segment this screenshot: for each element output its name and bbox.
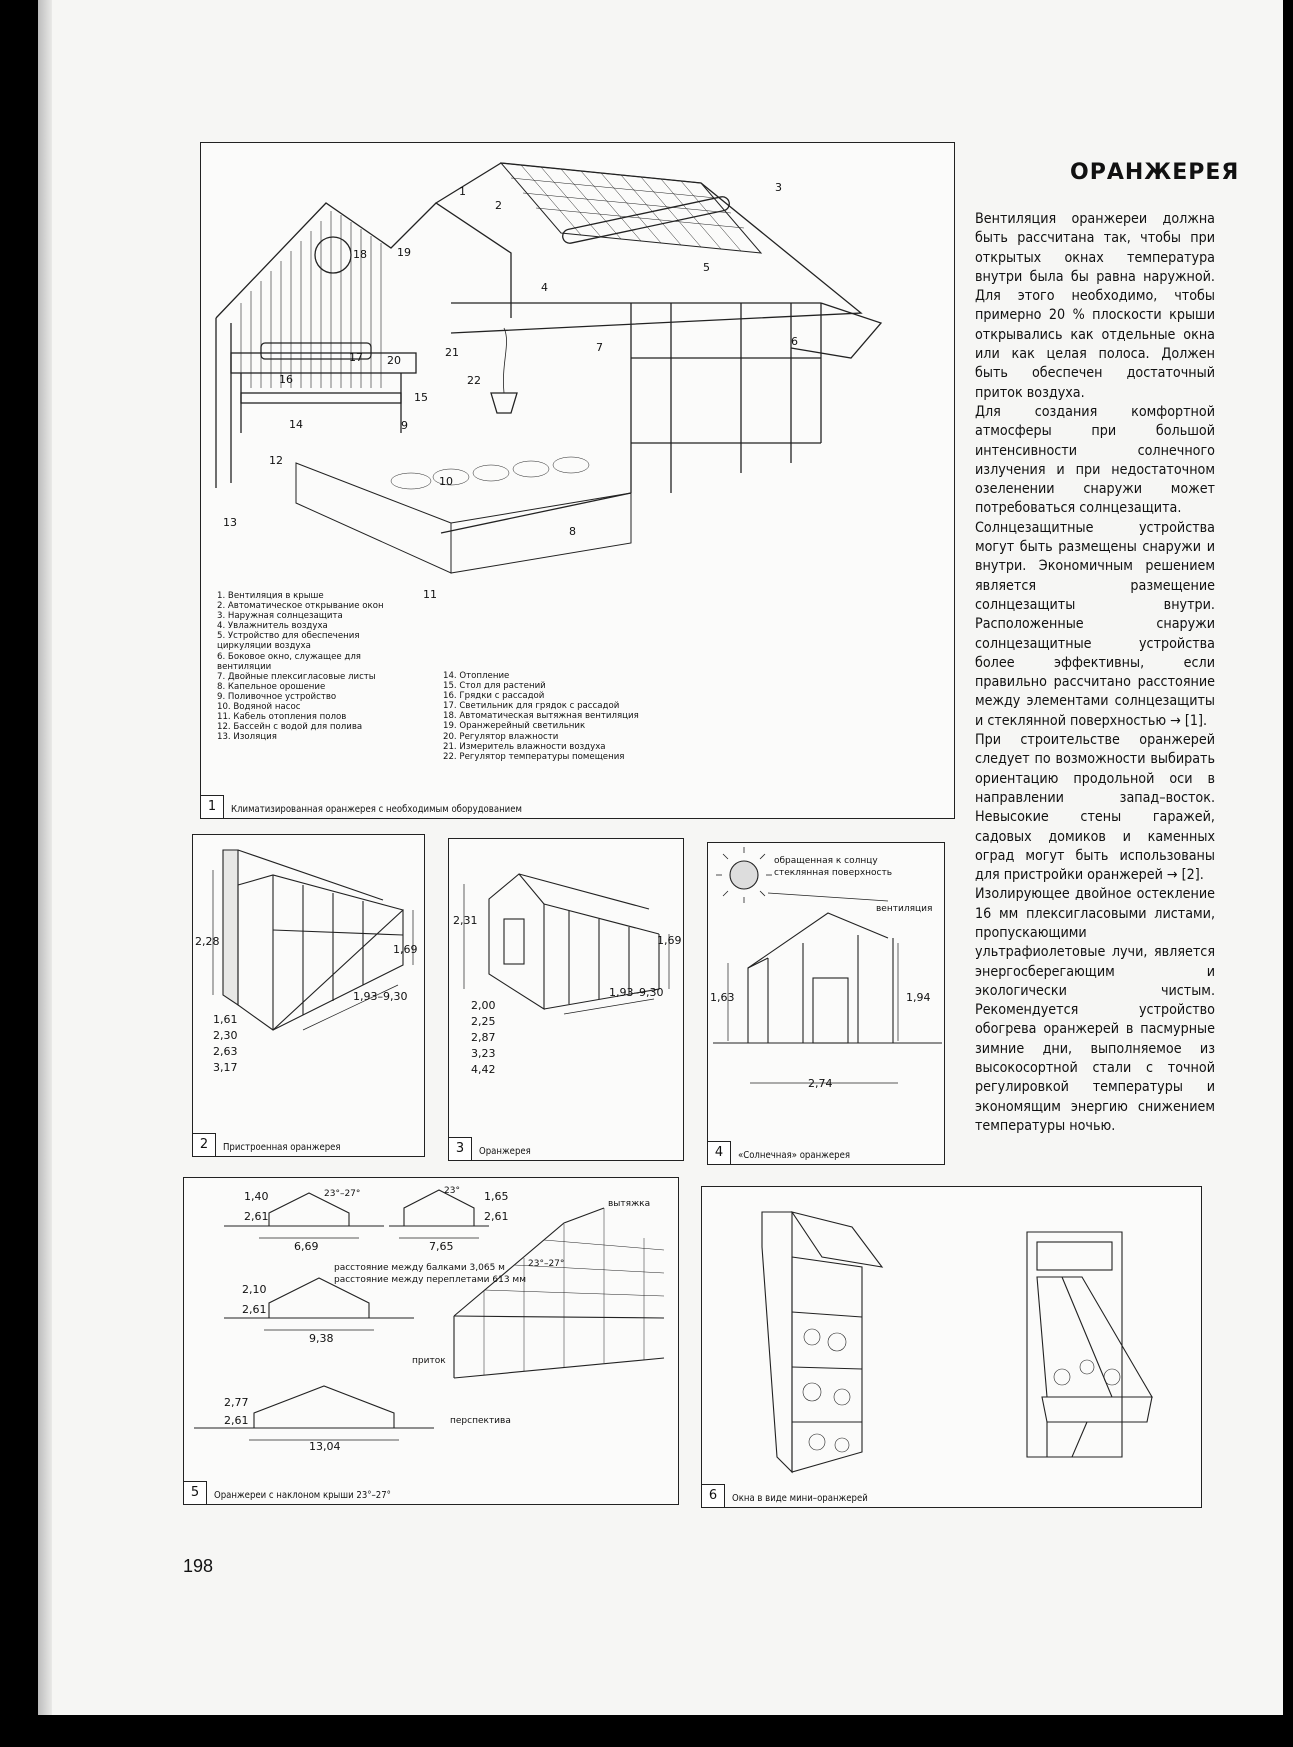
legend-item: 10. Водяной насос	[217, 702, 301, 713]
f5b-angle: 23°	[444, 1186, 460, 1196]
page-title: ОРАНЖЕРЕЯ	[1070, 160, 1240, 185]
figure-1-number: 1	[200, 795, 224, 819]
legend-item: 1. Вентиляция в крыше	[217, 591, 324, 601]
figure-2-caption: Пристроенная оранжерея	[223, 1142, 341, 1153]
body-paragraph: Солнцезащитные устройства могут быть размещены снаружи и внутри. Экономичным решением является размещение солнцезащиты внутри. Расположенные снаружи солнцезащитные устройства более эффективны, если правильно рассчитано расстояние между элементами солнцезащиты и стеклянной поверхностью → [1].	[975, 519, 1215, 729]
f1-callout-4: 4	[541, 281, 548, 294]
f5-inflow-label: приток	[412, 1356, 446, 1366]
legend-item: 5. Устройство для обеспечения	[217, 631, 360, 642]
figure-5-caption: Оранжереи с наклоном крыши 23°–27°	[214, 1490, 391, 1501]
f3-width: 2,00	[471, 999, 496, 1012]
figure-6-drawing	[702, 1187, 1201, 1507]
f5c-w: 9,38	[309, 1332, 334, 1345]
f4-dim-left: 1,63	[710, 991, 735, 1004]
figure-5-number: 5	[183, 1481, 207, 1505]
legend-item: 9. Поливочное устройство	[217, 691, 337, 702]
f1-legend-right	[443, 671, 639, 762]
f1-callout-15: 15	[414, 391, 428, 404]
f5-perspective-label: перспектива	[450, 1416, 511, 1426]
f1-callout-22: 22	[467, 374, 481, 387]
legend-item: 4. Увлажнитель воздуха	[217, 621, 328, 632]
f5c-h2: 2,61	[242, 1303, 267, 1316]
f5c-h1: 2,10	[242, 1283, 267, 1296]
figure-2	[192, 834, 425, 1157]
legend-item: 22. Регулятор температуры помещения	[443, 751, 625, 762]
f2-dim-length: 1,93–9,30	[353, 990, 408, 1003]
f1-callout-6: 6	[791, 335, 798, 348]
page-number: 198	[183, 1556, 214, 1576]
body-paragraph: При строительстве оранжерей следует по возможности выбирать ориентацию продольной оси в направлении запад–восток. Невысокие стены гаражей, садовых домиков и каменных оград могут быть использованы для пристройки оранжерей → [2].	[975, 732, 1215, 884]
f1-callout-5: 5	[703, 261, 710, 274]
legend-item: циркуляции воздуха	[217, 641, 311, 652]
legend-item: 7. Двойные плексигласовые листы	[217, 671, 376, 682]
f1-callout-2: 2	[495, 199, 502, 212]
f4-sun-label-2: стеклянная поверхность	[774, 868, 893, 878]
f1-callout-13: 13	[223, 516, 237, 529]
f4-dim-width: 2,74	[808, 1077, 833, 1090]
f5b-h2: 2,61	[484, 1210, 509, 1223]
f3-dim-height: 2,31	[453, 914, 478, 927]
figure-6-caption: Окна в виде мини–оранжерей	[732, 1493, 868, 1504]
f5d-h2: 2,61	[224, 1414, 249, 1427]
f5b-h1: 1,65	[484, 1190, 509, 1203]
f1-callout-14: 14	[289, 418, 303, 431]
f1-callout-17: 17	[349, 351, 363, 364]
legend-item: 12. Бассейн с водой для полива	[217, 722, 363, 733]
f5a-h2: 2,61	[244, 1210, 269, 1223]
legend-item: 18. Автоматическая вытяжная вентиляция	[443, 711, 639, 722]
f5a-h1: 1,40	[244, 1190, 269, 1203]
legend-item: вентиляции	[217, 661, 272, 672]
f1-callout-18: 18	[353, 248, 367, 261]
legend-item: 6. Боковое окно, служащее для	[217, 651, 361, 662]
f1-callout-8: 8	[569, 525, 576, 538]
f1-callout-19: 19	[397, 246, 411, 259]
figure-5	[183, 1177, 679, 1505]
legend-item: 15. Стол для растений	[443, 681, 546, 692]
f3-dim-length: 1,93–9,30	[609, 986, 664, 999]
f5a-angle: 23°–27°	[324, 1189, 361, 1199]
f2-width: 1,61	[213, 1013, 238, 1026]
f1-legend-left	[217, 591, 384, 742]
legend-item: 3. Наружная солнцезащита	[217, 611, 343, 622]
legend-item: 16. Грядки с рассадой	[443, 691, 545, 702]
sun-icon	[730, 861, 758, 889]
body-paragraph: Для создания комфортной атмосферы при большой интенсивности солнечного излучения и при недостаточном озеленении снаружи может потребоваться солнцезащита.	[975, 403, 1215, 517]
f3-width: 2,87	[471, 1031, 496, 1044]
f4-sun-label-1: обращенная к солнцу	[774, 856, 878, 866]
f5d-h1: 2,77	[224, 1396, 249, 1409]
f2-width: 2,63	[213, 1045, 238, 1058]
figure-3-drawing	[449, 839, 683, 1160]
legend-item: 20. Регулятор влажности	[443, 731, 559, 742]
figure-3	[448, 838, 684, 1161]
f5a-w: 6,69	[294, 1240, 319, 1253]
f2-width: 2,30	[213, 1029, 238, 1042]
f3-width: 4,42	[471, 1063, 496, 1076]
f3-width: 2,25	[471, 1015, 496, 1028]
f1-callout-1: 1	[459, 185, 466, 198]
figure-3-caption: Оранжерея	[479, 1146, 531, 1157]
f1-callout-21: 21	[445, 346, 459, 359]
figure-5-drawing	[184, 1178, 678, 1504]
legend-item: 2. Автоматическое открывание окон	[217, 601, 384, 612]
f2-width: 3,17	[213, 1061, 238, 1074]
figure-2-number: 2	[192, 1133, 216, 1157]
legend-item: 13. Изоляция	[217, 732, 277, 743]
figure-1-caption: Климатизированная оранжерея с необходимым оборудованием	[231, 804, 522, 815]
f1-callout-7: 7	[596, 341, 603, 354]
legend-item: 19. Оранжерейный светильник	[443, 721, 586, 732]
figure-6	[701, 1186, 1202, 1508]
figure-4	[707, 842, 945, 1165]
legend-item: 8. Капельное орошение	[217, 681, 326, 692]
figure-4-number: 4	[707, 1141, 731, 1165]
f3-dim-side: 1,69	[657, 934, 682, 947]
page-gutter	[38, 0, 52, 1715]
legend-item: 17. Светильник для грядок с рассадой	[443, 701, 620, 712]
legend-item: 21. Измеритель влажности воздуха	[443, 741, 606, 752]
legend-item: 14. Отопление	[443, 671, 510, 681]
f1-callout-20: 20	[387, 354, 401, 367]
body-text	[975, 210, 1215, 1136]
f1-callout-3: 3	[775, 181, 782, 194]
figure-4-drawing	[708, 843, 944, 1164]
f1-callout-10: 10	[439, 475, 453, 488]
f1-callout-9: 9	[401, 419, 408, 432]
figure-1	[200, 142, 955, 819]
f4-vent-label: вентиляция	[876, 904, 933, 914]
figure-3-number: 3	[448, 1137, 472, 1161]
figure-4-caption: «Солнечная» оранжерея	[738, 1150, 850, 1161]
f1-callout-16: 16	[279, 373, 293, 386]
f5-note-beams: расстояние между балками 3,065 м	[334, 1263, 505, 1273]
figure-2-drawing	[193, 835, 424, 1156]
figure-6-number: 6	[701, 1484, 725, 1508]
f5d-w: 13,04	[309, 1440, 341, 1453]
body-paragraph: Вентиляция оранжереи должна быть рассчитана так, чтобы при открытых окнах температура внутри была бы равна наружной. Для этого необходимо, чтобы примерно 20 % плоскости крыши открывались как отдельные окна или как целая полоса. Должен быть обеспечен достаточный приток воздуха.	[975, 211, 1215, 401]
f2-dim-side: 1,69	[393, 943, 418, 956]
body-paragraph: Изолирующее двойное остекление 16 мм плексигласовыми листами, пропускающими ультрафиолетовые лучи, является энергосберегающим и экологически чистым. Рекомендуется устройство обогрева оранжерей в пасмурные зимние дни, выполняемое из высокосортной стали с точной регулировкой температуры и экономящим энергию снижением температуры ночью.	[975, 886, 1215, 1134]
f5-note-frames: расстояние между переплетами 613 мм	[334, 1275, 526, 1285]
legend-item: 11. Кабель отопления полов	[217, 712, 347, 723]
f2-dim-height: 2,28	[195, 935, 220, 948]
f1-callout-11: 11	[423, 588, 437, 601]
f1-callout-12: 12	[269, 454, 283, 467]
f5b-w: 7,65	[429, 1240, 454, 1253]
f4-dim-right: 1,94	[906, 991, 931, 1004]
f3-width: 3,23	[471, 1047, 496, 1060]
f5-exhaust-label: вытяжка	[608, 1199, 651, 1209]
f5-persp-angle: 23°–27°	[528, 1259, 565, 1269]
